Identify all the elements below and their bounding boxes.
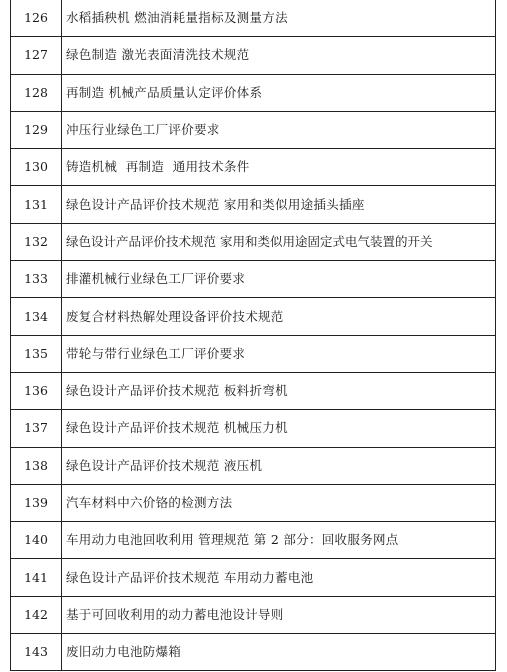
row-number: 129 bbox=[11, 111, 62, 148]
table-row bbox=[11, 410, 496, 447]
standard-name: 绿色设计产品评价技术规范 液压机 bbox=[62, 447, 496, 484]
standard-name: 汽车材料中六价铬的检测方法 bbox=[62, 484, 496, 521]
table-row bbox=[11, 0, 496, 37]
standard-name: 绿色设计产品评价技术规范 板料折弯机 bbox=[62, 372, 496, 409]
standard-name: 废复合材料热解处理设备评价技术规范 bbox=[62, 298, 496, 335]
row-number: 143 bbox=[11, 634, 62, 671]
row-number: 127 bbox=[11, 37, 62, 74]
standard-name: 绿色设计产品评价技术规范 机械压力机 bbox=[62, 410, 496, 447]
standard-name: 带轮与带行业绿色工厂评价要求 bbox=[62, 335, 496, 372]
table-row bbox=[11, 261, 496, 298]
row-number: 141 bbox=[11, 559, 62, 596]
table-row bbox=[11, 37, 496, 74]
standard-name: 再制造 机械产品质量认定评价体系 bbox=[62, 74, 496, 111]
row-number: 137 bbox=[11, 410, 62, 447]
row-number: 135 bbox=[11, 335, 62, 372]
standard-name: 排灌机械行业绿色工厂评价要求 bbox=[62, 261, 496, 298]
table-row bbox=[11, 596, 496, 633]
table-row bbox=[11, 223, 496, 260]
standard-name: 绿色制造 激光表面清洗技术规范 bbox=[62, 37, 496, 74]
standard-name: 基于可回收利用的动力蓄电池设计导则 bbox=[62, 596, 496, 633]
table-row bbox=[11, 522, 496, 559]
table-row bbox=[11, 484, 496, 521]
standards-table bbox=[10, 0, 496, 671]
standard-name: 废旧动力电池防爆箱 bbox=[62, 634, 496, 671]
table-row bbox=[11, 335, 496, 372]
row-number: 136 bbox=[11, 372, 62, 409]
table-row bbox=[11, 149, 496, 186]
row-number: 126 bbox=[11, 0, 62, 37]
row-number: 142 bbox=[11, 596, 62, 633]
row-number: 140 bbox=[11, 522, 62, 559]
standard-name: 车用动力电池回收利用 管理规范 第 2 部分：回收服务网点 bbox=[62, 522, 496, 559]
row-number: 130 bbox=[11, 149, 62, 186]
standard-name: 绿色设计产品评价技术规范 家用和类似用途插头插座 bbox=[62, 186, 496, 223]
row-number: 139 bbox=[11, 484, 62, 521]
standard-name: 铸造机械 再制造 通用技术条件 bbox=[62, 149, 496, 186]
row-number: 138 bbox=[11, 447, 62, 484]
standard-name: 冲压行业绿色工厂评价要求 bbox=[62, 111, 496, 148]
row-number: 132 bbox=[11, 223, 62, 260]
table-row bbox=[11, 559, 496, 596]
table-row bbox=[11, 298, 496, 335]
table-row bbox=[11, 447, 496, 484]
row-number: 133 bbox=[11, 261, 62, 298]
table-row bbox=[11, 634, 496, 671]
row-number: 128 bbox=[11, 74, 62, 111]
row-number: 131 bbox=[11, 186, 62, 223]
row-number: 134 bbox=[11, 298, 62, 335]
standard-name: 绿色设计产品评价技术规范 车用动力蓄电池 bbox=[62, 559, 496, 596]
table-row bbox=[11, 372, 496, 409]
table-row bbox=[11, 111, 496, 148]
table-row bbox=[11, 74, 496, 111]
standard-name: 绿色设计产品评价技术规范 家用和类似用途固定式电气装置的开关 bbox=[62, 223, 496, 260]
standards-table-body bbox=[11, 0, 496, 671]
table-row bbox=[11, 186, 496, 223]
standard-name: 水稻插秧机 燃油消耗量指标及测量方法 bbox=[62, 0, 496, 37]
